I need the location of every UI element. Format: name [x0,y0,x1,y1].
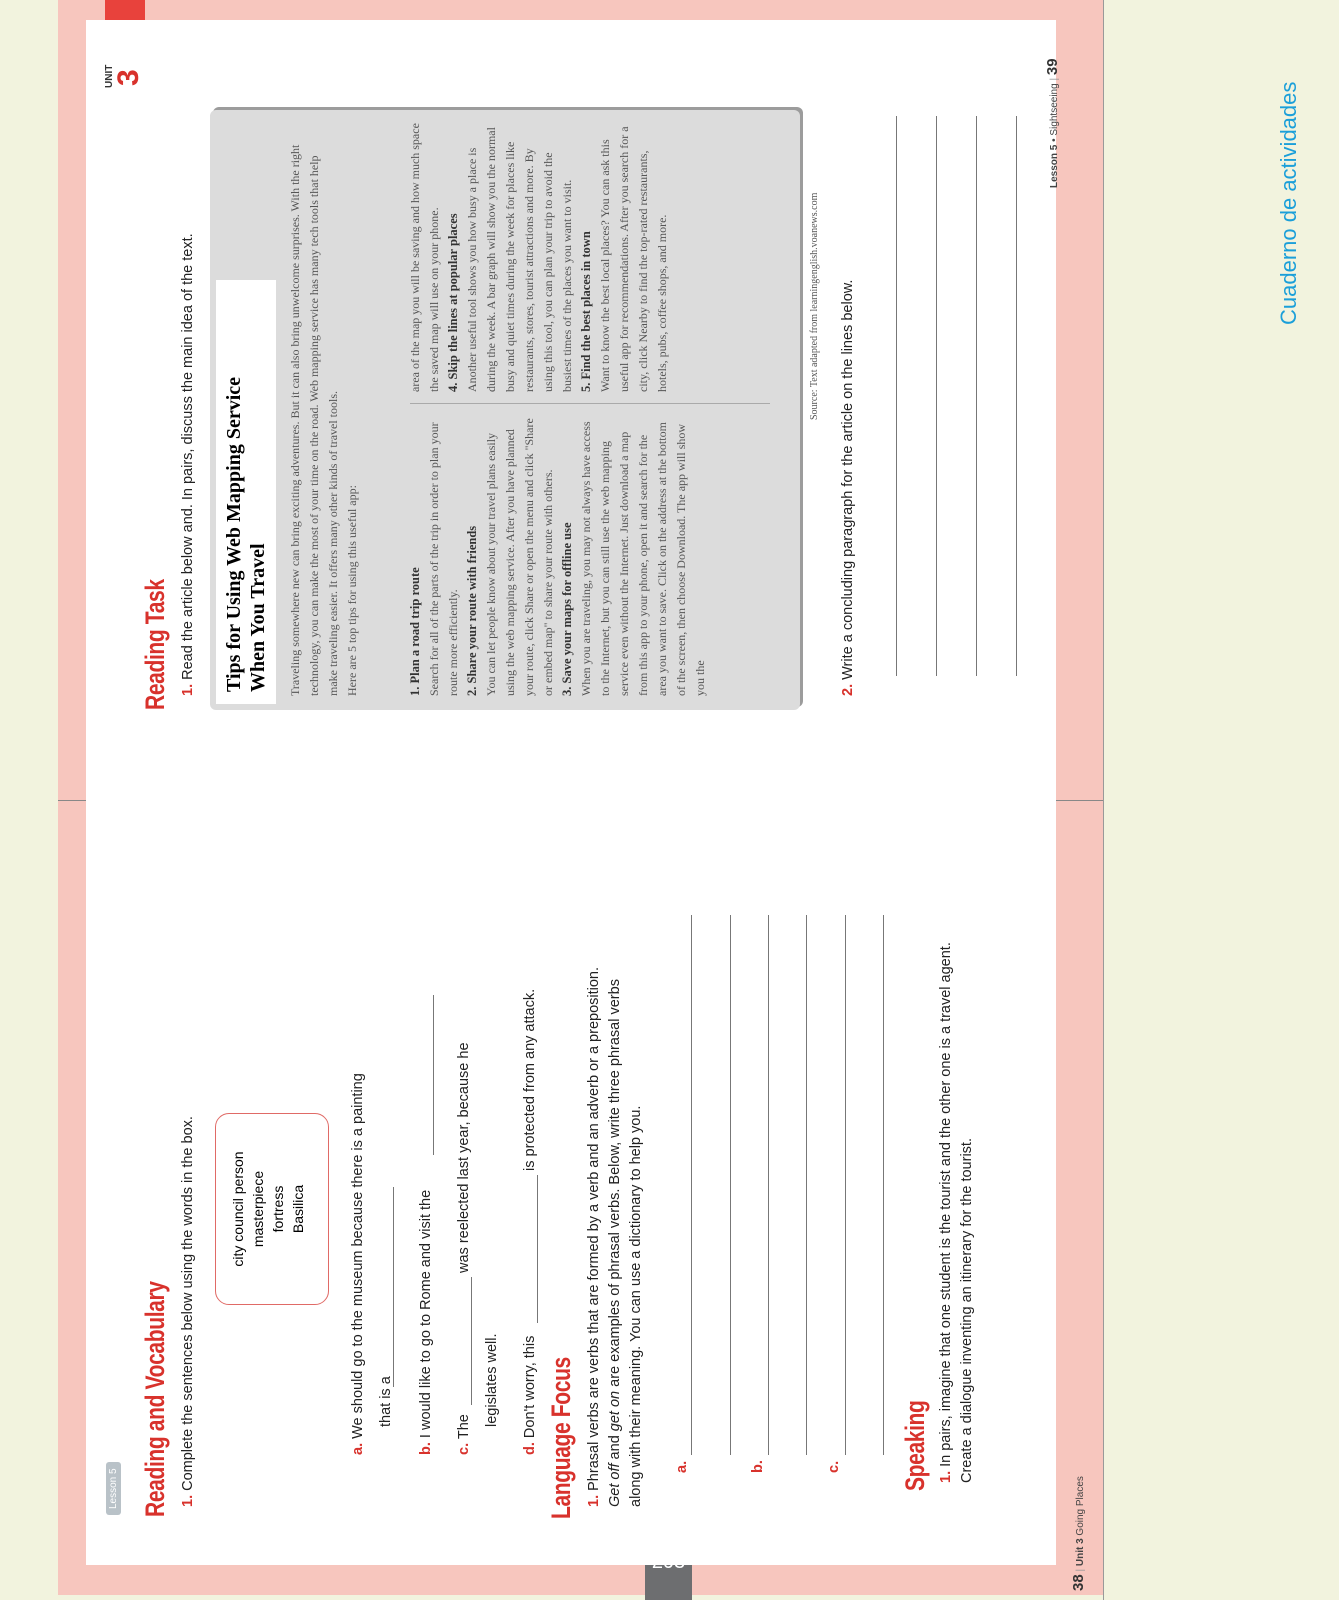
lf-line[interactable] [883,915,884,1455]
vocab-item-d: d. Don't worry, this [522,1335,538,1455]
rt-line[interactable] [976,116,977,676]
answer-line-b[interactable] [433,995,434,1155]
answer-line-a[interactable] [393,1187,394,1387]
unit-marker [104,28,144,88]
right-page [58,0,1103,800]
vocab-item-c: c. The [456,1414,472,1455]
lf-letter-b: b. [750,1460,766,1473]
vocab-item-a: a. We should go to the museum because there is a painting [350,1073,366,1455]
lf-line[interactable] [730,915,731,1455]
rt-line[interactable] [1016,116,1017,676]
article-box [210,110,800,710]
word-box [215,1113,329,1305]
reading-vocab-q1: 1. Complete the sentences below using the words in the box. [180,1116,196,1507]
lf-line[interactable] [768,915,769,1455]
rt-line[interactable] [896,116,897,676]
language-focus-heading: Language Focus [546,1357,576,1519]
word-item: Basilica [290,1184,306,1234]
right-footer: Lesson 5 • Sightseeing | 39 [1044,58,1061,188]
answer-line-c[interactable] [471,1277,472,1405]
speaking-q1: 1. In pairs, imagine that one student is the tourist and the other one is a travel agent. Create a dialogue inventing an itinerary for the tourist. [938,942,975,1483]
rt-line[interactable] [936,116,937,676]
article-intro: Traveling somewhere new can bring exciting adventures. But it can also bring unwelcome surprises. With the right technology, you can make the most of your time on the road. Web mapping service has many tech tools that help make traveling easier. It offers many other kinds of travel tools. Here are 5 top tips for using this useful app: [288,144,359,696]
reading-task-heading: Reading Task [140,579,170,710]
lf-letter-c: c. [826,1460,842,1473]
lesson-tag: Lesson 5 [106,1462,121,1515]
vocab-item-b: b. I would like to go to Rome and visit the [418,1189,434,1455]
column-divider [410,403,770,404]
vocab-item-c-mid: was reelected last year, because he [456,1042,472,1273]
vocab-item-d-mid: is protected from any attack. [522,988,538,1171]
page-edge [1103,0,1104,1600]
lf-line[interactable] [806,915,807,1455]
lf-line[interactable] [691,915,692,1455]
article-col-2: area of the map you will be saving and how much space the saved map will use on your phone. 4. Skip the lines at popular places Another useful tool shows you how busy a place is during the week. A bar graph will show you the normal busy and quiet times during the week for places like restaurants, stores, tourist attractions and more. By using this tool, you can plan your trip to avoid the busiest times of the places you want to visit. 5. Find the best places in town Want to know the best local places? You can ask this useful app for recommendations. After you search for a city, click Nearby to find the top-rated restaurants, hotels, pubs, coffee shops, and more. [408,123,669,392]
vocab-item-c-line2: legislates well. [484,1333,500,1427]
language-focus-q1: 1. Phrasal verbs are verbs that are formed by a verb and an adverb or a preposition. Get off and get on are examples of phrasal verbs. Below, write three phrasal verbs along with their meaning. You can use a dictionary to help you. [586,966,644,1507]
answer-line-d[interactable] [537,1175,538,1323]
unit-label: UNIT [104,64,115,88]
lf-line[interactable] [845,915,846,1455]
left-footer: 38 | Unit 3 Going Places [1070,1476,1087,1591]
article-col-1: 1. Plan a road trip route Search for all of the parts of the trip in order to plan your route more efficiently. 2. Share your route with friends You can let people know about your travel plans easily using the web mapping service. After you have planned your route, click Share or open the menu and click "Share or embed map" to share your route with others. 3. Save your maps for offline use When you are traveling, you may not always have access to the Internet, but you can still use the web mapping service even without the Internet. Just download a map from this app to your phone, open it and search for the area you want to save. Click on the address at the bottom of the screen, then choose Download. The app will show you the [408,418,707,696]
word-item: masterpiece [250,1170,266,1248]
vocab-item-a-line2: that is a [378,1376,394,1427]
unit-number: 3 [112,69,145,86]
article-title: Tips for Using Web Mapping Service When You Travel [216,280,276,704]
side-label: Cuaderno de actividades [1276,81,1301,325]
article-source: Source: Text adapted from learningenglish.voanews.com [809,192,820,420]
reading-vocab-heading: Reading and Vocabulary [140,1281,170,1517]
word-item: fortress [270,1185,286,1233]
speaking-heading: Speaking [900,1400,930,1491]
word-item: city council person [230,1151,246,1267]
reading-task-q1: 1. Read the article below and. In pairs, discuss the main idea of the text. [180,233,196,696]
lf-letter-a: a. [674,1460,690,1473]
reading-task-q2: 2. Write a concluding paragraph for the article on the lines below. [840,279,856,696]
